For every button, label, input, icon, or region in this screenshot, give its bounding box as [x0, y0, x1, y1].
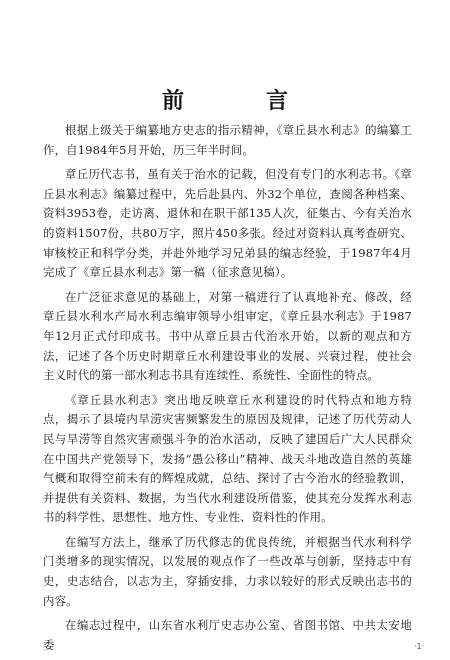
paragraph: 在编写方法上，继承了历代修志的优良传统，并根据当代水利科学门类增多的现实情况，以发展的观点作了一些改革与创新，坚持志中有史，史志结合，以志为主，穿插安排，力求以较好的形式反映出志书的内容。 [43, 534, 412, 608]
paragraph: 《章丘县水利志》突出地反映章丘水利建设的时代特点和地方特点，揭示了县境内旱涝灾害频繁发生的原因及规律，记述了历代劳动人民与旱涝等自然灾害顽强斗争的治水活动，反映了建国后广大人民群众在中国共产党领导下，发扬“愚公移山”精神、战天斗地改造自然的英雄气概和取得空前未有的辉煌成就，总结、探讨了古今治水的经验教训，并提供有关资料、数据，为当代水利建设所借鉴，使其充分发挥水利志书的科学性、思想性、地方性、专业性、资料性的作用。 [43, 392, 412, 525]
page-title: 前 言 [161, 89, 318, 114]
paragraph: 根据上级关于编纂地方史志的指示精神，《章丘县水利志》的编纂工作，自1984年5月开始，历三年半时间。 [43, 123, 412, 157]
preface-body [43, 121, 412, 660]
page-number: ·1· [414, 642, 425, 651]
paragraph: 章丘历代志书，虽有关于治水的记载，但没有专门的水利志书。《章丘县水利志》编纂过程中，先后赴县内、外32个单位，查阅各种档案、资料3953卷，走访离、退休和在职干部135人次，征集古、今有关治水的资料1507份，共80万字，照片450多张。经过对资料认真考查研究、审核校正和科学分类，并赴外地学习兄弟县的编志经验，于1987年4月完成了《章丘县水利志》第一稿（征求意见稿）。 [43, 167, 412, 280]
paragraph: 在广泛征求意见的基础上，对第一稿进行了认真地补充、修改，经章丘县水利水产局水利志编审领导小组审定，《章丘县水利志》于1987年12月正式付印成书。书中从章丘县古代治水开始，以新的观点和方法，记述了各个历史时期章丘水利建设事业的发展、兴衰过程，使社会主义时代的第一部水利志书具有连续性、系统性、全面性的特点。 [43, 289, 412, 383]
paragraph: 在编志过程中，山东省水利厅史志办公室、省图书馆、中共太安地委 [43, 618, 412, 652]
